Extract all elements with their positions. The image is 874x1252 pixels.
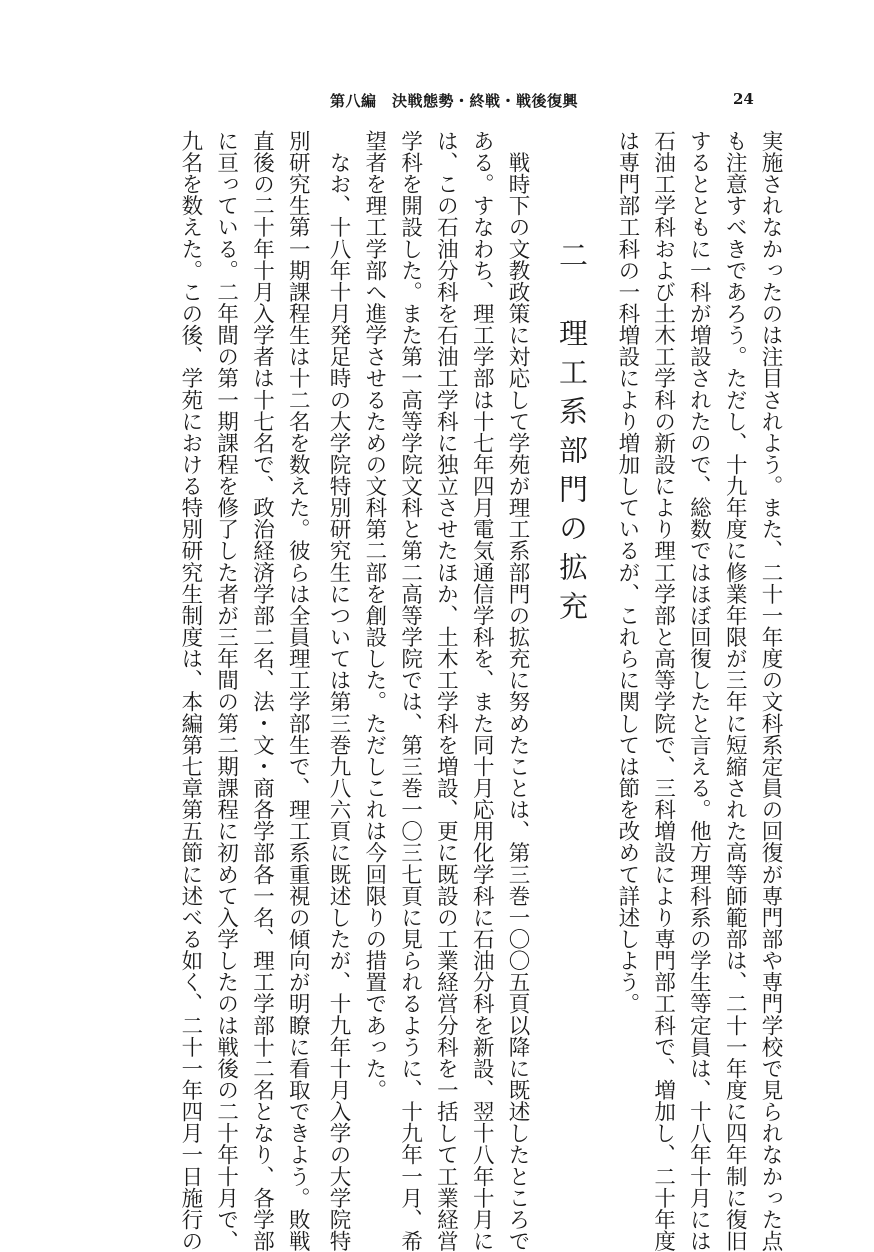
- text-column: は、この石油分科を石油工学科に独立させたほか、土木工学科を増設、更に既設の工業経営分科を一括して工業経営: [433, 130, 459, 1252]
- text-column: に亘っている。二年間の第一期課程を修了した者が三年間の第二期課程に初めて入学したのは戦後の二十年十月で、: [213, 130, 239, 1252]
- text-column: するとともに一科が増設されたので、総数ではほぼ回復したと言える。他方理科系の学生等定員は、十八年十月には: [686, 130, 712, 1252]
- section-heading: 二 理工系部門の拡充: [555, 240, 590, 630]
- text-column: 戦時下の文教政策に対応して学苑が理工系部門の拡充に努めたことは、第三巻一〇〇五頁以降に既述したところで: [505, 130, 531, 1252]
- page-header: [330, 90, 770, 114]
- running-title: 第八編 決戦態勢・終戦・戦後復興: [330, 92, 579, 110]
- vertical-body-text: [108, 130, 788, 1252]
- text-column: 学科を開設した。また第一高等学院文科と第二高等学院では、第三巻一〇三七頁に見られるように、十九年一月、希: [397, 130, 423, 1252]
- text-column: 直後の二十年十月入学者は十七名で、政治経済学部二名、法・文・商各学部各一名、理工学部十二名となり、各学部: [249, 130, 275, 1252]
- text-column: 実施されなかったのは注目されよう。また、二十一年度の文科系定員の回復が専門部や専門学校で見られなかった点: [758, 130, 783, 1252]
- text-column: も注意すべきであろう。ただし、十九年度に修業年限が三年に短縮された高等師範部は、二十一年度に四年制に復旧: [722, 130, 748, 1252]
- text-column: 別研究生第一期課程生は十二名を数えた。彼らは全員理工学部生で、理工系重視の傾向が明瞭に看取できよう。敗戦: [285, 130, 311, 1252]
- text-column: ある。すなわち、理工学部は十七年四月電気通信学科を、また同十月応用化学科に石油分科を新設、翌十八年十月に: [469, 130, 495, 1252]
- page-number: 24: [733, 90, 754, 108]
- text-column: 望者を理工学部へ進学させるための文科第二部を創設した。ただしこれは今回限りの措置であった。: [361, 130, 387, 1101]
- text-column: なお、十八年十月発足時の大学院特別研究生については第三巻九八六頁に既述したが、十九年十月入学の大学院特: [326, 130, 352, 1252]
- text-column: 石油工学科および土木工学科の新設により理工学部と高等学院で、三科増設により専門部工科で、増加し、二十年度: [650, 130, 676, 1252]
- text-column: 九名を数えた。この後、学苑における特別研究生制度は、本編第七章第五節に述べる如く、二十一年四月一日施行の: [177, 130, 203, 1252]
- text-column: は専門部工科の一科増設により増加しているが、これらに関しては節を改めて詳述しよう。: [614, 130, 640, 1015]
